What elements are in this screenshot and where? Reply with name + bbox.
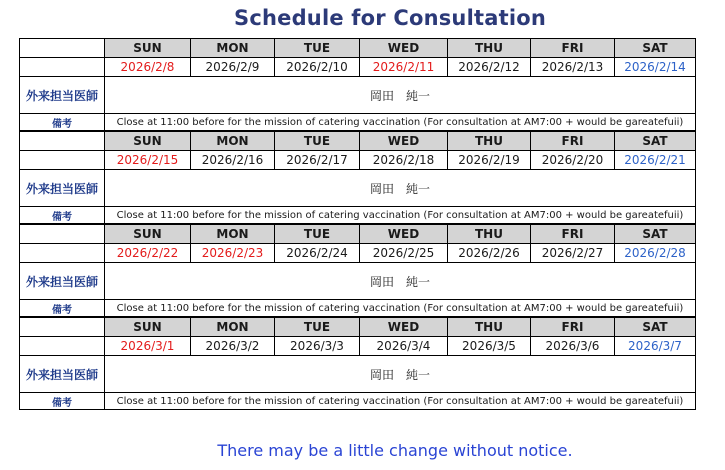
blank-cell (20, 58, 105, 77)
doctor-name: 岡田 純一 (105, 356, 696, 393)
weekday-label-fri: FRI (531, 224, 615, 244)
weekday-label-mon: MON (191, 131, 275, 151)
doctor-row-label: 外来担当医師 (20, 263, 105, 300)
weekday-label-fri: FRI (531, 131, 615, 151)
weekday-label-tue: TUE (275, 224, 360, 244)
date-cell: 2026/3/1 (105, 337, 191, 356)
doctor-row (20, 170, 696, 207)
weekday-label-wed: WED (360, 39, 448, 58)
doctor-row-label: 外来担当医師 (20, 356, 105, 393)
date-cell: 2026/3/2 (191, 337, 275, 356)
weekday-label-mon: MON (191, 39, 275, 58)
weekday-label-sun: SUN (105, 317, 191, 337)
doctor-row-label: 外来担当医師 (20, 77, 105, 114)
date-cell: 2026/2/15 (105, 151, 191, 170)
doctor-name: 岡田 純一 (105, 77, 696, 114)
date-cell: 2026/3/3 (275, 337, 360, 356)
date-cell: 2026/2/22 (105, 244, 191, 263)
schedule-table (19, 38, 696, 410)
date-cell: 2026/2/28 (615, 244, 696, 263)
blank-cell (20, 244, 105, 263)
weekday-label-wed: WED (360, 131, 448, 151)
weekday-label-thu: THU (448, 224, 531, 244)
date-cell: 2026/2/24 (275, 244, 360, 263)
date-cell: 2026/2/25 (360, 244, 448, 263)
date-cell: 2026/3/6 (531, 337, 615, 356)
weekday-header-row (20, 317, 696, 337)
blank-cell (20, 151, 105, 170)
date-cell: 2026/2/12 (448, 58, 531, 77)
note-text: Close at 11:00 before for the mission of catering vaccination (For consultation at AM7:00 + would be gareatefuii) (105, 300, 696, 318)
schedule-body (20, 39, 696, 410)
weekday-label-sat: SAT (615, 131, 696, 151)
doctor-row (20, 263, 696, 300)
corner-cell (20, 317, 105, 337)
date-cell: 2026/2/19 (448, 151, 531, 170)
doctor-row (20, 77, 696, 114)
weekday-label-thu: THU (448, 131, 531, 151)
corner-cell (20, 131, 105, 151)
date-cell: 2026/2/16 (191, 151, 275, 170)
weekday-label-thu: THU (448, 317, 531, 337)
date-cell: 2026/2/14 (615, 58, 696, 77)
weekday-label-mon: MON (191, 317, 275, 337)
date-cell: 2026/3/5 (448, 337, 531, 356)
weekday-label-wed: WED (360, 317, 448, 337)
weekday-label-wed: WED (360, 224, 448, 244)
doctor-name: 岡田 純一 (105, 263, 696, 300)
weekday-label-sun: SUN (105, 131, 191, 151)
weekday-header-row (20, 131, 696, 151)
note-text: Close at 11:00 before for the mission of catering vaccination (For consultation at AM7:00 + would be gareatefuii) (105, 393, 696, 410)
weekday-header-row (20, 39, 696, 58)
weekday-label-sat: SAT (615, 317, 696, 337)
note-row-label: 備考 (20, 300, 105, 318)
doctor-row-label: 外来担当医師 (20, 170, 105, 207)
weekday-label-thu: THU (448, 39, 531, 58)
date-cell: 2026/2/21 (615, 151, 696, 170)
date-cell: 2026/3/4 (360, 337, 448, 356)
date-cell: 2026/2/11 (360, 58, 448, 77)
corner-cell (20, 224, 105, 244)
note-row (20, 207, 696, 225)
date-cell: 2026/2/17 (275, 151, 360, 170)
page-title: Schedule for Consultation (234, 6, 546, 30)
date-row (20, 58, 696, 77)
weekday-label-sun: SUN (105, 224, 191, 244)
date-cell: 2026/2/20 (531, 151, 615, 170)
corner-cell (20, 39, 105, 58)
weekday-label-sat: SAT (615, 39, 696, 58)
note-row-label: 備考 (20, 114, 105, 132)
weekday-label-fri: FRI (531, 317, 615, 337)
date-cell: 2026/2/23 (191, 244, 275, 263)
note-row (20, 300, 696, 318)
doctor-row (20, 356, 696, 393)
date-cell: 2026/3/7 (615, 337, 696, 356)
date-cell: 2026/2/8 (105, 58, 191, 77)
note-text: Close at 11:00 before for the mission of catering vaccination (For consultation at AM7:00 + would be gareatefuii) (105, 207, 696, 225)
weekday-header-row (20, 224, 696, 244)
weekday-label-tue: TUE (275, 39, 360, 58)
note-row-label: 備考 (20, 393, 105, 410)
date-cell: 2026/2/9 (191, 58, 275, 77)
date-cell: 2026/2/13 (531, 58, 615, 77)
weekday-label-tue: TUE (275, 317, 360, 337)
weekday-label-fri: FRI (531, 39, 615, 58)
weekday-label-mon: MON (191, 224, 275, 244)
date-cell: 2026/2/26 (448, 244, 531, 263)
date-cell: 2026/2/10 (275, 58, 360, 77)
note-row-label: 備考 (20, 207, 105, 225)
blank-cell (20, 337, 105, 356)
note-row (20, 114, 696, 132)
note-row (20, 393, 696, 410)
date-row (20, 151, 696, 170)
weekday-label-sun: SUN (105, 39, 191, 58)
weekday-label-sat: SAT (615, 224, 696, 244)
note-text: Close at 11:00 before for the mission of catering vaccination (For consultation at AM7:00 + would be gareatefuii) (105, 114, 696, 132)
date-row (20, 337, 696, 356)
doctor-name: 岡田 純一 (105, 170, 696, 207)
date-row (20, 244, 696, 263)
footer-notice: There may be a little change without notice. (217, 441, 573, 460)
weekday-label-tue: TUE (275, 131, 360, 151)
date-cell: 2026/2/27 (531, 244, 615, 263)
date-cell: 2026/2/18 (360, 151, 448, 170)
